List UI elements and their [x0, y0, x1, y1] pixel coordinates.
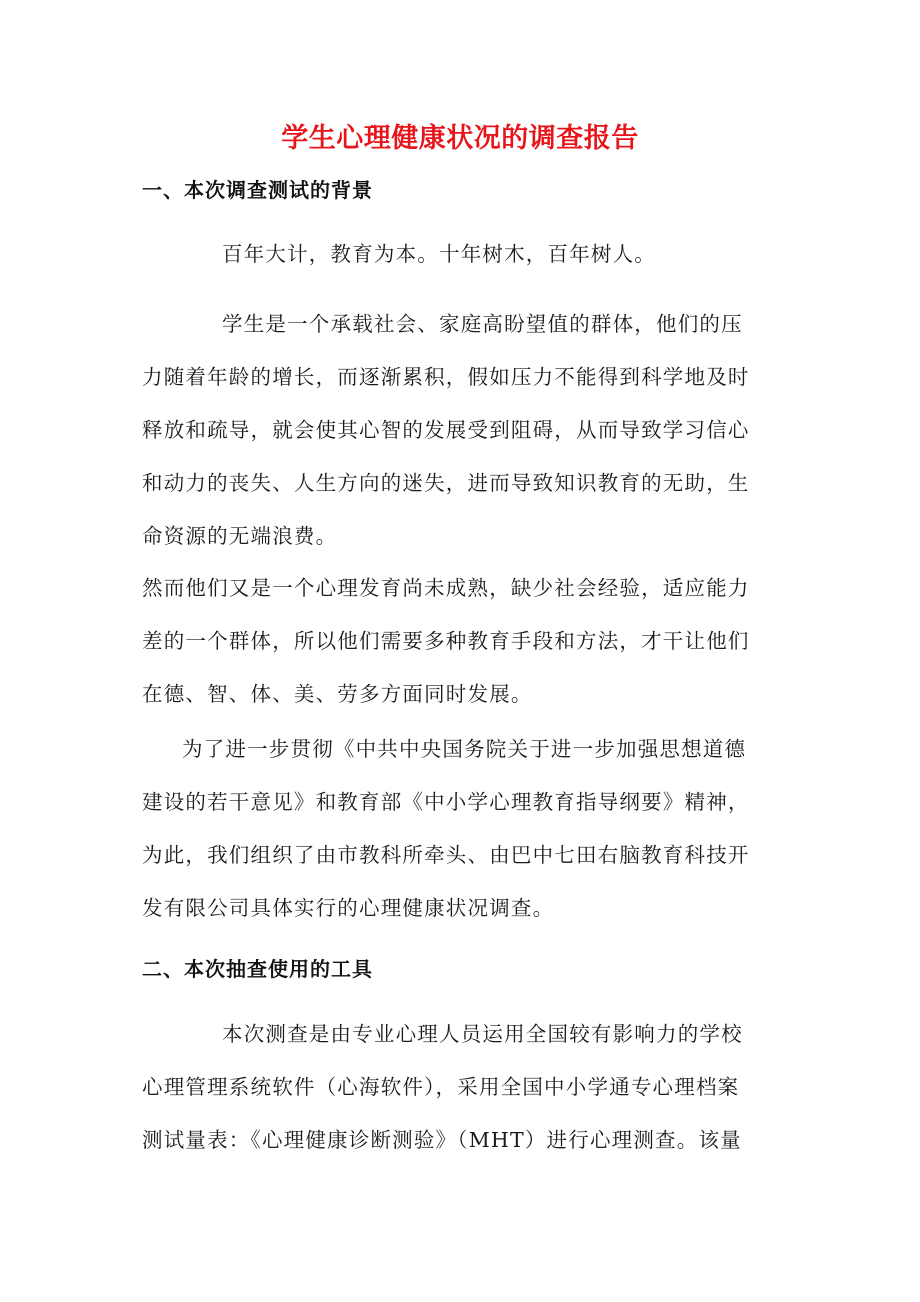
- document-title: 学生心理健康状况的调查报告: [281, 123, 639, 154]
- paragraph-policy: [142, 723, 792, 935]
- paragraph-line: 命资源的无端浪费。: [142, 524, 338, 548]
- paragraph-line: 测试量表：《心理健康诊断测验》（MHT）进行心理测查。该量: [142, 1128, 742, 1152]
- paragraph-line: 力随着年龄的增长，而逐渐累积，假如压力不能得到科学地及时: [142, 365, 750, 389]
- section-heading-tools: 二、本次抽查使用的工具: [142, 957, 373, 981]
- paragraph-line: 心理管理系统软件（心海软件），采用全国中小学通专心理档案: [142, 1075, 740, 1099]
- paragraph-line: 本次测查是由专业心理人员运用全国较有影响力的学校: [222, 1022, 743, 1046]
- paragraph-student-pressure: [142, 298, 792, 563]
- paragraph-immature-group: [142, 562, 792, 721]
- paragraph-motto: [142, 228, 792, 281]
- paragraph-line: 然而他们又是一个心理发育尚未成熟，缺少社会经验，适应能力: [142, 576, 750, 600]
- paragraph-line: 差的一个群体，所以他们需要多种教育手段和方法，才干让他们: [142, 629, 750, 653]
- paragraph-line: 释放和疏导，就会使其心智的发展受到阻碍，从而导致学习信心: [142, 418, 750, 442]
- paragraph-line: 为此，我们组织了由市教科所牵头、由巴中七田右脑教育科技开: [142, 843, 750, 867]
- paragraph-line: 建设的若干意见》和教育部《中小学心理教育指导纲要》精神，: [142, 790, 750, 814]
- paragraph-line: 发有限公司具体实行的心理健康状况调查。: [142, 896, 555, 920]
- section-heading-background: 一、本次调查测试的背景: [142, 178, 373, 202]
- paragraph-tools: [142, 1008, 792, 1167]
- paragraph-line: 和动力的丧失、人生方向的迷失，进而导致知识教育的无助，生: [142, 471, 750, 495]
- paragraph-line: 在德、智、体、美、劳多方面同时发展。: [142, 682, 533, 706]
- paragraph-line: 为了进一步贯彻《中共中央国务院关于进一步加强思想道德: [182, 737, 747, 761]
- paragraph-line: 百年大计，教育为本。十年树木，百年树人。: [222, 242, 656, 266]
- paragraph-line: 学生是一个承载社会、家庭高盼望值的群体，他们的压: [222, 312, 743, 336]
